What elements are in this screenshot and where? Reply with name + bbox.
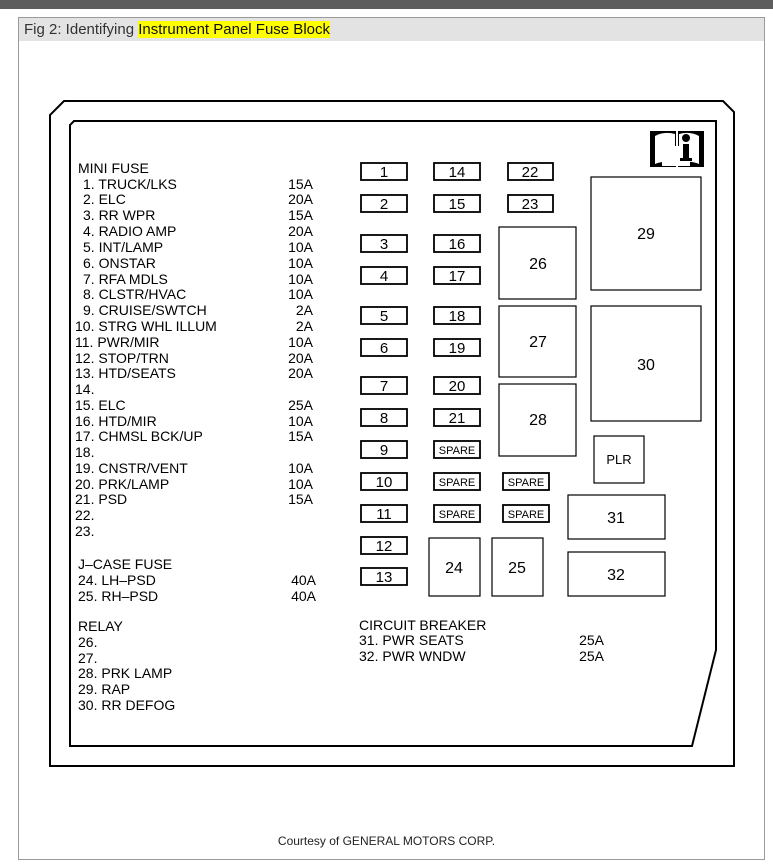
legend-amp: 15A — [288, 176, 313, 192]
legend-amp: 2A — [295, 302, 313, 318]
legend-item: 5. INT/LAMP — [83, 239, 164, 255]
legend-amp: 25A — [579, 632, 604, 648]
fuse-slot — [434, 377, 480, 395]
jcase-label: 24 — [445, 560, 463, 577]
fuse-label: 11 — [376, 506, 392, 523]
jcase-label: 25 — [508, 560, 526, 577]
legend-item: 27. — [78, 650, 98, 666]
legend-amp: 40A — [291, 572, 316, 588]
legend-item: 12. STOP/TRN — [75, 350, 169, 366]
fuse-label: 3 — [379, 236, 389, 253]
jcase-fuse-25 — [492, 538, 543, 596]
fuse-label: 8 — [379, 410, 389, 427]
fuse-slot — [434, 409, 480, 427]
breaker-label: 31 — [607, 510, 625, 527]
fuse-slot — [361, 267, 407, 285]
fuse-label: 19 — [448, 340, 466, 357]
legend-item: 11. PWR/MIR — [75, 334, 160, 350]
legend-item: 18. — [75, 444, 95, 460]
fuse-slot — [361, 441, 407, 459]
relay-label: 27 — [529, 334, 547, 351]
breaker-label: 32 — [607, 567, 625, 584]
fuse-label: 16 — [448, 236, 466, 253]
legend-amp: 15A — [288, 491, 313, 507]
fuse-slot — [361, 537, 407, 555]
courtesy-credit: Courtesy of GENERAL MOTORS CORP. — [277, 834, 496, 848]
legend-item: 2. ELC — [83, 191, 126, 207]
legend-amp: 15A — [288, 428, 313, 444]
legend-amp: 25A — [579, 648, 604, 664]
legend-item: 19. CNSTR/VENT — [75, 460, 188, 476]
legend-amp: 15A — [288, 207, 313, 223]
legend-item: 23. — [75, 523, 95, 539]
legend-amp: 40A — [291, 588, 316, 604]
legend-item: 16. HTD/MIR — [75, 413, 157, 429]
legend-item: 10. STRG WHL ILLUM — [75, 318, 217, 334]
legend-amp: 20A — [288, 365, 313, 381]
spare-label: SPARE — [507, 477, 545, 489]
fuse-slot — [361, 235, 407, 253]
fuse-label: 21 — [448, 410, 466, 427]
fuse-label: 17 — [448, 268, 466, 285]
fuse-label: 1 — [379, 164, 389, 181]
fuse-label: 14 — [448, 164, 466, 181]
legend-item: 3. RR WPR — [83, 207, 156, 223]
fuse-slot — [434, 195, 480, 213]
fuse-slot — [434, 235, 480, 253]
fuse-label: 22 — [521, 164, 539, 181]
fuse-label: 18 — [448, 308, 466, 325]
legend-amp: 10A — [288, 460, 313, 476]
spare-fuse-slot — [434, 473, 480, 490]
fuse-slot — [361, 163, 407, 181]
fuse-label: 6 — [379, 340, 389, 357]
legend-amp: 25A — [288, 397, 313, 413]
legend-title: CIRCUIT BREAKER — [359, 617, 487, 633]
legend-item: 28. PRK LAMP — [78, 665, 173, 681]
manual-info-icon — [648, 124, 704, 168]
spare-fuse-slot — [503, 473, 549, 490]
legend-item: 1. TRUCK/LKS — [83, 176, 177, 192]
legend-amp: 2A — [295, 318, 313, 334]
legend-item: 13. HTD/SEATS — [75, 365, 176, 381]
fuse-label: 13 — [375, 569, 393, 586]
legend-item: 25. RH–PSD — [78, 588, 159, 604]
fuse-label: 20 — [448, 378, 466, 395]
circuit-breaker-31 — [568, 495, 665, 539]
legend-item: 31. PWR SEATS — [359, 632, 464, 648]
legend-item: 32. PWR WNDW — [359, 648, 466, 664]
relay-label: 30 — [637, 357, 655, 374]
fuse-slot — [361, 195, 407, 213]
legend-item: 24. LH–PSD — [78, 572, 156, 588]
spare-fuse-slot — [503, 505, 549, 522]
legend-amp: 20A — [288, 223, 313, 239]
plr-module — [594, 436, 644, 483]
legend-item: 17. CHMSL BCK/UP — [75, 428, 203, 444]
relay-29 — [591, 177, 701, 290]
relay-label: 26 — [529, 256, 547, 273]
legend-amp: 20A — [288, 350, 313, 366]
relay-30 — [591, 306, 701, 421]
spare-label: SPARE — [438, 509, 476, 521]
legend-item: 14. — [75, 381, 95, 397]
spare-label: SPARE — [438, 477, 476, 489]
legend-amp: 10A — [288, 255, 313, 271]
legend-item: 21. PSD — [75, 491, 128, 507]
legend-item: 4. RADIO AMP — [83, 223, 177, 239]
caption-highlight: Instrument Panel Fuse Block — [138, 21, 330, 38]
fuse-slot — [361, 409, 407, 427]
fuse-slot — [508, 195, 553, 213]
legend-amp: 10A — [288, 413, 313, 429]
caption-prefix: Fig 2: Identifying — [24, 21, 139, 38]
relay-26 — [499, 227, 576, 299]
relay-28 — [499, 384, 576, 456]
plr-label: PLR — [606, 452, 632, 467]
fuse-label: 2 — [379, 196, 389, 213]
fuse-slot — [361, 473, 407, 491]
fuse-slot — [434, 163, 480, 181]
legend-item: 6. ONSTAR — [83, 255, 156, 271]
fuse-slot — [361, 307, 407, 325]
legend-item: 20. PRK/LAMP — [75, 476, 170, 492]
legend-amp: 10A — [288, 476, 313, 492]
legend-item: 9. CRUISE/SWTCH — [83, 302, 207, 318]
jcase-fuse-24 — [429, 538, 480, 596]
fuse-slot — [434, 339, 480, 357]
legend-item: 22. — [75, 507, 95, 523]
relay-label: 29 — [637, 226, 655, 243]
fuse-label: 15 — [448, 196, 466, 213]
relay-27 — [499, 306, 576, 377]
spare-fuse-slot — [434, 441, 480, 458]
legend-amp: 10A — [288, 239, 313, 255]
legend-item: 7. RFA MDLS — [83, 271, 168, 287]
spare-label: SPARE — [438, 445, 476, 457]
fuse-slot — [434, 267, 480, 285]
legend-amp: 10A — [288, 271, 313, 287]
legend-item: 15. ELC — [75, 397, 126, 413]
legend-title: RELAY — [78, 618, 123, 634]
fuse-label: 7 — [379, 378, 389, 395]
fuse-slot — [361, 339, 407, 357]
fuse-slot — [434, 307, 480, 325]
fuse-label: 9 — [379, 442, 389, 459]
circuit-breaker-32 — [568, 552, 665, 596]
fuse-label: 23 — [521, 196, 539, 213]
fuse-label: 5 — [379, 308, 389, 325]
fuse-slot — [361, 568, 407, 586]
fuse-label: 12 — [375, 538, 393, 555]
legend-amp: 10A — [288, 334, 313, 350]
legend-amp: 20A — [288, 191, 313, 207]
legend-item: 29. RAP — [78, 681, 131, 697]
spare-label: SPARE — [507, 509, 545, 521]
spare-fuse-slot — [434, 505, 480, 522]
legend-item: 8. CLSTR/HVAC — [83, 286, 187, 302]
fuse-slot — [508, 163, 553, 181]
legend-amp: 10A — [288, 286, 313, 302]
legend-title: J–CASE FUSE — [78, 556, 173, 572]
legend-item: 26. — [78, 634, 98, 650]
relay-label: 28 — [529, 412, 547, 429]
legend-title: MINI FUSE — [78, 160, 149, 176]
fuse-label: 4 — [379, 268, 389, 285]
fuse-slot — [361, 377, 407, 395]
fuse-slot — [361, 505, 407, 523]
legend-item: 30. RR DEFOG — [78, 697, 176, 713]
fuse-label: 10 — [375, 474, 393, 491]
